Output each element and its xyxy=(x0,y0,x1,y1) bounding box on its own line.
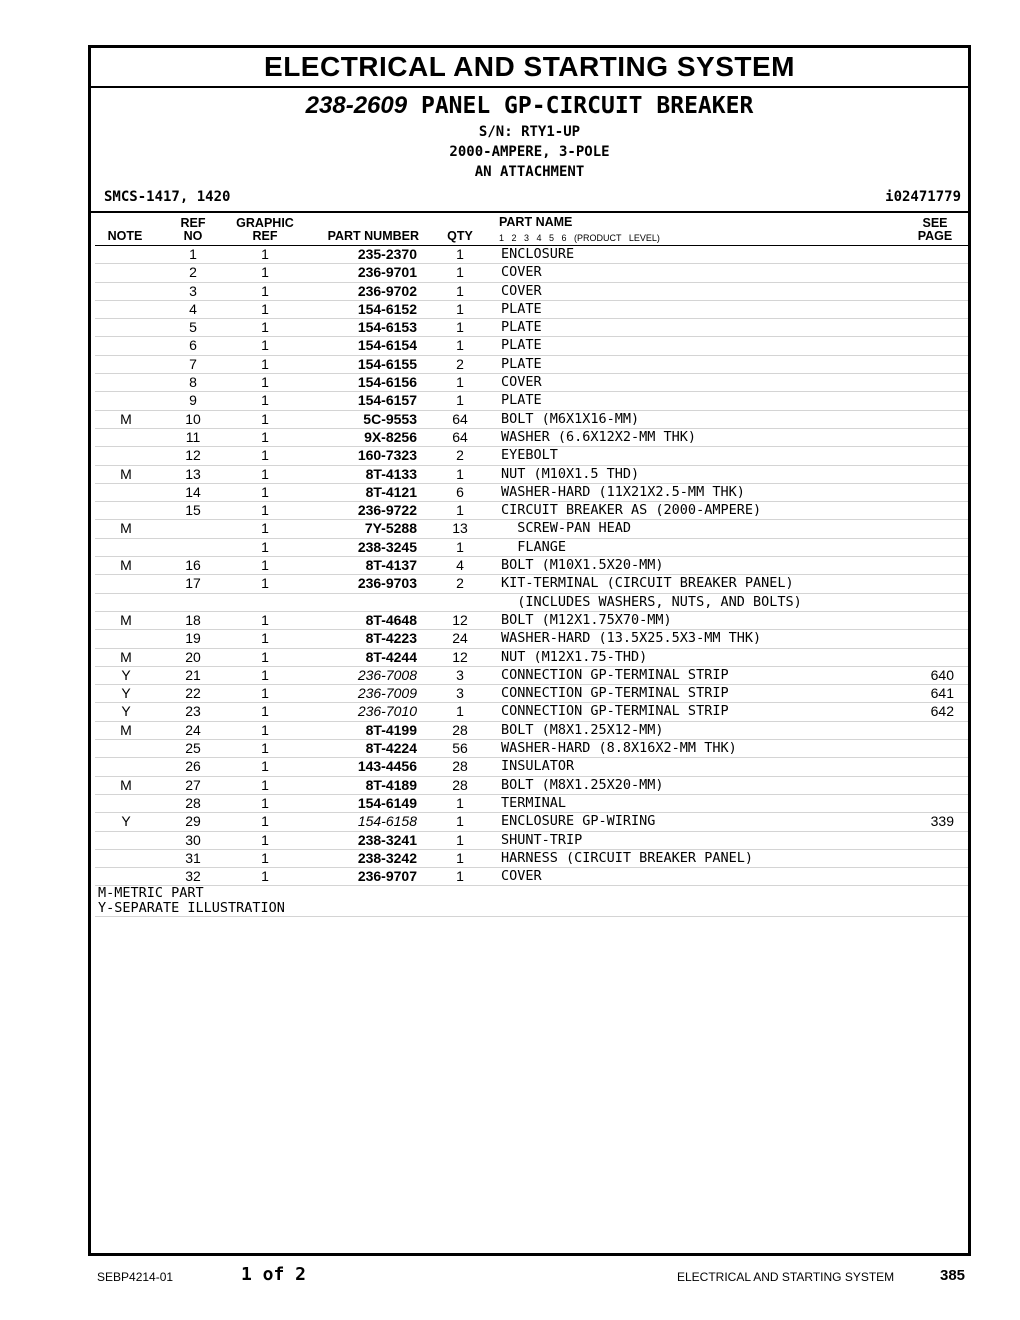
parts-table xyxy=(95,246,968,917)
see-page-cell: 640 xyxy=(930,666,954,683)
part-number-cell: 9X-8256 xyxy=(364,428,417,445)
part-number-cell: 8T-4189 xyxy=(365,776,417,793)
part-name-cell: BOLT (M8X1.25X12-MM) xyxy=(501,721,664,738)
qty-cell: 64 xyxy=(452,428,468,445)
qty-cell: 1 xyxy=(456,538,464,555)
note-cell: Y xyxy=(121,703,131,720)
qty-cell: 28 xyxy=(452,776,468,793)
part-name-cell: EYEBOLT xyxy=(501,447,558,464)
part-name-cell: WASHER-HARD (11X21X2.5-MM THK) xyxy=(501,483,745,500)
ref-no-cell: 5 xyxy=(189,319,197,336)
ref-no-cell: 21 xyxy=(185,666,201,683)
part-name-cell: BOLT (M12X1.75X70-MM) xyxy=(501,611,672,628)
qty-cell: 1 xyxy=(456,502,464,519)
table-row xyxy=(95,356,968,374)
see-page-cell: 642 xyxy=(930,703,954,720)
part-name-cell: SHUNT-TRIP xyxy=(501,831,583,848)
table-row xyxy=(95,575,968,593)
qty-cell: 1 xyxy=(456,282,464,299)
qty-cell: 2 xyxy=(456,575,464,592)
part-name-cell: BOLT (M8X1.25X20-MM) xyxy=(501,776,664,793)
ref-no-cell: 26 xyxy=(185,758,201,775)
part-name-cell: TERMINAL xyxy=(501,794,567,811)
qty-cell: 1 xyxy=(456,392,464,409)
qty-cell: 3 xyxy=(456,685,464,702)
product-level: 1 2 3 4 5 6 (PRODUCT LEVEL) xyxy=(499,233,660,243)
note-cell: M xyxy=(120,410,132,427)
note-cell: Y xyxy=(121,813,131,830)
part-name-cell: ENCLOSURE GP-WIRING xyxy=(501,813,656,830)
qty-cell: 1 xyxy=(456,794,464,811)
graphic-ref-cell: 1 xyxy=(261,282,269,299)
table-row xyxy=(95,411,968,429)
qty-cell: 2 xyxy=(456,355,464,372)
ref-no-cell: 27 xyxy=(185,776,201,793)
table-row xyxy=(95,246,968,264)
graphic-ref-cell: 1 xyxy=(261,703,269,720)
graphic-ref-cell: 1 xyxy=(261,630,269,647)
legend-note: Y-SEPARATE ILLUSTRATION xyxy=(95,901,968,917)
part-number-cell: 154-6155 xyxy=(357,355,417,372)
part-number-cell: 8T-4223 xyxy=(365,630,417,647)
ref-no-cell: 28 xyxy=(185,794,201,811)
part-number-cell: 5C-9553 xyxy=(363,410,417,427)
note-cell: M xyxy=(120,557,132,574)
see-page-cell: 339 xyxy=(930,813,954,830)
qty-cell: 24 xyxy=(452,630,468,647)
graphic-ref-cell: 1 xyxy=(261,721,269,738)
graphic-ref-cell: 1 xyxy=(261,813,269,830)
assembly-part-number: 238-2609 xyxy=(305,92,408,119)
ref-no-cell: 8 xyxy=(189,374,197,391)
graphic-ref-cell: 1 xyxy=(261,465,269,482)
note-cell: M xyxy=(120,648,132,665)
smcs-code: SMCS-1417, 1420 xyxy=(104,189,231,205)
part-name-cell: FLANGE xyxy=(501,538,567,555)
graphic-ref-cell: 1 xyxy=(261,410,269,427)
col-see-bottom: PAGE xyxy=(917,229,953,243)
part-name-cell: CIRCUIT BREAKER AS (2000-AMPERE) xyxy=(501,502,762,519)
note-cell: M xyxy=(120,520,132,537)
part-name-cell: COVER xyxy=(501,264,542,281)
ref-no-cell: 13 xyxy=(185,465,201,482)
col-graphic-top: GRAPHIC xyxy=(236,216,294,230)
table-row xyxy=(95,447,968,465)
col-graphic-bottom: REF xyxy=(252,229,278,243)
table-row xyxy=(95,539,968,557)
table-row xyxy=(95,337,968,355)
page-title: ELECTRICAL AND STARTING SYSTEM xyxy=(91,48,968,88)
qty-cell: 1 xyxy=(456,300,464,317)
table-row xyxy=(95,758,968,776)
table-row xyxy=(95,667,968,685)
page-of: 1 of 2 xyxy=(241,1264,307,1285)
ref-no-cell: 12 xyxy=(185,447,201,464)
graphic-ref-cell: 1 xyxy=(261,868,269,885)
part-name-cell: WASHER-HARD (13.5X25.5X3-MM THK) xyxy=(501,630,762,647)
qty-cell: 64 xyxy=(452,410,468,427)
table-row xyxy=(95,374,968,392)
ref-no-cell: 2 xyxy=(189,264,197,281)
table-row xyxy=(95,520,968,538)
table-row xyxy=(95,630,968,648)
ref-no-cell: 29 xyxy=(185,813,201,830)
part-name-cell: CONNECTION GP-TERMINAL STRIP xyxy=(501,666,729,683)
qty-cell: 1 xyxy=(456,374,464,391)
ref-no-cell: 3 xyxy=(189,282,197,299)
part-number-cell: 8T-4648 xyxy=(365,611,417,628)
ref-no-cell: 6 xyxy=(189,337,197,354)
qty-cell: 1 xyxy=(456,246,464,262)
table-row xyxy=(95,466,968,484)
col-qty: QTY xyxy=(447,229,473,243)
qty-cell: 1 xyxy=(456,868,464,885)
ref-no-cell: 30 xyxy=(185,831,201,848)
part-name-cell: WASHER-HARD (8.8X16X2-MM THK) xyxy=(501,740,737,757)
graphic-ref-cell: 1 xyxy=(261,758,269,775)
ref-no-cell: 15 xyxy=(185,502,201,519)
page-frame xyxy=(88,45,971,1256)
qty-cell: 56 xyxy=(452,740,468,757)
note-cell: M xyxy=(120,465,132,482)
part-number-cell: 8T-4224 xyxy=(365,740,417,757)
part-name-cell: WASHER (6.6X12X2-MM THK) xyxy=(501,428,697,445)
qty-cell: 1 xyxy=(456,465,464,482)
ref-no-cell: 24 xyxy=(185,721,201,738)
graphic-ref-cell: 1 xyxy=(261,557,269,574)
part-number-cell: 160-7323 xyxy=(357,447,417,464)
qty-cell: 1 xyxy=(456,264,464,281)
ref-no-cell: 11 xyxy=(185,428,201,445)
qty-cell: 1 xyxy=(456,813,464,830)
part-number-cell: 8T-4133 xyxy=(365,465,417,482)
graphic-ref-cell: 1 xyxy=(261,502,269,519)
note-cell: M xyxy=(120,721,132,738)
part-name-cell: ENCLOSURE xyxy=(501,246,575,262)
col-ref xyxy=(173,217,213,243)
illustration-id: i02471779 xyxy=(885,189,961,205)
table-row xyxy=(95,557,968,575)
header-divider xyxy=(91,211,968,213)
qty-cell: 1 xyxy=(456,337,464,354)
part-number-cell: 143-4456 xyxy=(357,758,417,775)
table-row xyxy=(95,264,968,282)
part-number-cell: 154-6153 xyxy=(357,319,417,336)
graphic-ref-cell: 1 xyxy=(261,392,269,409)
col-see-top: SEE xyxy=(922,216,948,230)
col-ref-bottom: NO xyxy=(183,229,203,243)
qty-cell: 12 xyxy=(452,648,468,665)
part-number-cell: 238-3245 xyxy=(357,538,417,555)
table-row xyxy=(95,301,968,319)
part-number-cell: 236-9702 xyxy=(357,282,417,299)
part-name-cell: INSULATOR xyxy=(501,758,575,775)
graphic-ref-cell: 1 xyxy=(261,849,269,866)
note-cell: Y xyxy=(121,685,131,702)
table-row xyxy=(95,594,968,612)
col-part-number: PART NUMBER xyxy=(327,229,419,243)
part-number-cell: 236-7008 xyxy=(357,666,417,683)
col-note: NOTE xyxy=(107,229,143,243)
qty-cell: 1 xyxy=(456,703,464,720)
note-cell: M xyxy=(120,776,132,793)
assembly-type: AN ATTACHMENT xyxy=(474,164,585,180)
assembly-title xyxy=(91,92,968,120)
table-row xyxy=(95,685,968,703)
graphic-ref-cell: 1 xyxy=(261,575,269,592)
table-row xyxy=(95,319,968,337)
part-name-cell: PLATE xyxy=(501,300,542,317)
ref-no-cell: 14 xyxy=(185,483,201,500)
graphic-ref-cell: 1 xyxy=(261,447,269,464)
qty-cell: 3 xyxy=(456,666,464,683)
graphic-ref-cell: 1 xyxy=(261,428,269,445)
part-number-cell: 154-6158 xyxy=(357,813,417,830)
ref-no-cell: 4 xyxy=(189,300,197,317)
ref-no-cell: 16 xyxy=(185,557,201,574)
graphic-ref-cell: 1 xyxy=(261,740,269,757)
part-number-cell: 236-9722 xyxy=(357,502,417,519)
qty-cell: 6 xyxy=(456,483,464,500)
part-number-cell: 154-6157 xyxy=(357,392,417,409)
part-number-cell: 154-6156 xyxy=(357,374,417,391)
part-number-cell: 8T-4199 xyxy=(365,721,417,738)
part-name-cell: CONNECTION GP-TERMINAL STRIP xyxy=(501,685,729,702)
part-number-cell: 8T-4244 xyxy=(365,648,417,665)
graphic-ref-cell: 1 xyxy=(261,374,269,391)
graphic-ref-cell: 1 xyxy=(261,538,269,555)
qty-cell: 1 xyxy=(456,849,464,866)
qty-cell: 4 xyxy=(456,557,464,574)
footer-section: ELECTRICAL AND STARTING SYSTEM xyxy=(677,1270,895,1284)
part-name-cell: PLATE xyxy=(501,392,542,409)
col-see-page xyxy=(910,217,960,243)
graphic-ref-cell: 1 xyxy=(261,611,269,628)
graphic-ref-cell: 1 xyxy=(261,264,269,281)
part-name-cell: BOLT (M10X1.5X20-MM) xyxy=(501,557,664,574)
table-row xyxy=(95,850,968,868)
col-graphic-ref xyxy=(229,217,301,243)
qty-cell: 13 xyxy=(452,520,468,537)
part-name-cell: PLATE xyxy=(501,319,542,336)
table-row xyxy=(95,740,968,758)
qty-cell: 1 xyxy=(456,319,464,336)
qty-cell: 1 xyxy=(456,831,464,848)
part-number-cell: 236-7009 xyxy=(357,685,417,702)
graphic-ref-cell: 1 xyxy=(261,776,269,793)
part-number-cell: 154-6154 xyxy=(357,337,417,354)
table-row xyxy=(95,777,968,795)
graphic-ref-cell: 1 xyxy=(261,831,269,848)
part-number-cell: 154-6149 xyxy=(357,794,417,811)
ref-no-cell: 31 xyxy=(185,849,201,866)
qty-cell: 12 xyxy=(452,611,468,628)
table-row xyxy=(95,868,968,886)
table-row xyxy=(95,703,968,721)
note-cell: M xyxy=(120,611,132,628)
part-number-cell: 235-2370 xyxy=(357,246,417,262)
part-name-cell: NUT (M12X1.75-THD) xyxy=(501,648,648,665)
ref-no-cell: 7 xyxy=(189,355,197,372)
ref-no-cell: 20 xyxy=(185,648,201,665)
graphic-ref-cell: 1 xyxy=(261,246,269,262)
ref-no-cell: 22 xyxy=(185,685,201,702)
table-row xyxy=(95,649,968,667)
qty-cell: 2 xyxy=(456,447,464,464)
table-row xyxy=(95,484,968,502)
assembly-spec: 2000-AMPERE, 3-POLE xyxy=(449,144,610,160)
table-row xyxy=(95,722,968,740)
table-row xyxy=(95,813,968,831)
part-name-cell: BOLT (M6X1X16-MM) xyxy=(501,410,640,427)
graphic-ref-cell: 1 xyxy=(261,520,269,537)
see-page-cell: 641 xyxy=(930,685,954,702)
graphic-ref-cell: 1 xyxy=(261,300,269,317)
ref-no-cell: 18 xyxy=(185,611,201,628)
ref-no-cell: 10 xyxy=(185,410,201,427)
serial-number: S/N: RTY1-UP xyxy=(478,124,581,140)
part-number-cell: 236-7010 xyxy=(357,703,417,720)
assembly-part-name: PANEL GP-CIRCUIT BREAKER xyxy=(420,93,754,119)
graphic-ref-cell: 1 xyxy=(261,355,269,372)
part-name-cell: NUT (M10X1.5 THD) xyxy=(501,465,640,482)
part-number-cell: 154-6152 xyxy=(357,300,417,317)
part-number-cell: 238-3241 xyxy=(357,831,417,848)
graphic-ref-cell: 1 xyxy=(261,648,269,665)
part-name-cell: COVER xyxy=(501,374,542,391)
part-number-cell: 8T-4137 xyxy=(365,557,417,574)
note-cell: Y xyxy=(121,666,131,683)
part-number-cell: 7Y-5288 xyxy=(364,520,417,537)
page-number: 385 xyxy=(940,1267,966,1284)
part-number-cell: 236-9703 xyxy=(357,575,417,592)
part-name-cell: CONNECTION GP-TERMINAL STRIP xyxy=(501,703,729,720)
table-row xyxy=(95,392,968,410)
part-name-cell: KIT-TERMINAL (CIRCUIT BREAKER PANEL) xyxy=(501,575,794,592)
part-number-cell: 8T-4121 xyxy=(365,483,417,500)
part-name-cell: SCREW-PAN HEAD xyxy=(501,520,632,537)
part-name-cell: (INCLUDES WASHERS, NUTS, AND BOLTS) xyxy=(501,593,802,610)
table-row xyxy=(95,832,968,850)
table-row xyxy=(95,612,968,630)
graphic-ref-cell: 1 xyxy=(261,685,269,702)
ref-no-cell: 32 xyxy=(185,868,201,885)
col-ref-top: REF xyxy=(180,216,206,230)
document-id: SEBP4214-01 xyxy=(97,1270,174,1284)
part-name-cell: PLATE xyxy=(501,337,542,354)
table-row xyxy=(95,429,968,447)
ref-no-cell: 19 xyxy=(185,630,201,647)
graphic-ref-cell: 1 xyxy=(261,666,269,683)
qty-cell: 28 xyxy=(452,758,468,775)
ref-no-cell: 23 xyxy=(185,703,201,720)
graphic-ref-cell: 1 xyxy=(261,319,269,336)
graphic-ref-cell: 1 xyxy=(261,337,269,354)
part-name-cell: COVER xyxy=(501,282,542,299)
legend-note: M-METRIC PART xyxy=(98,885,204,902)
ref-no-cell: 1 xyxy=(189,246,197,262)
qty-cell: 28 xyxy=(452,721,468,738)
col-part-name: PART NAME xyxy=(499,215,573,229)
table-row xyxy=(95,283,968,301)
part-number-cell: 236-9701 xyxy=(357,264,417,281)
part-name-cell: HARNESS (CIRCUIT BREAKER PANEL) xyxy=(501,849,753,866)
graphic-ref-cell: 1 xyxy=(261,794,269,811)
part-name-cell: PLATE xyxy=(501,355,542,372)
part-number-cell: 238-3242 xyxy=(357,849,417,866)
table-row xyxy=(95,502,968,520)
ref-no-cell: 17 xyxy=(185,575,201,592)
graphic-ref-cell: 1 xyxy=(261,483,269,500)
ref-no-cell: 9 xyxy=(189,392,197,409)
part-number-cell: 236-9707 xyxy=(357,868,417,885)
part-name-cell: COVER xyxy=(501,868,542,885)
table-row xyxy=(95,795,968,813)
ref-no-cell: 25 xyxy=(185,740,201,757)
